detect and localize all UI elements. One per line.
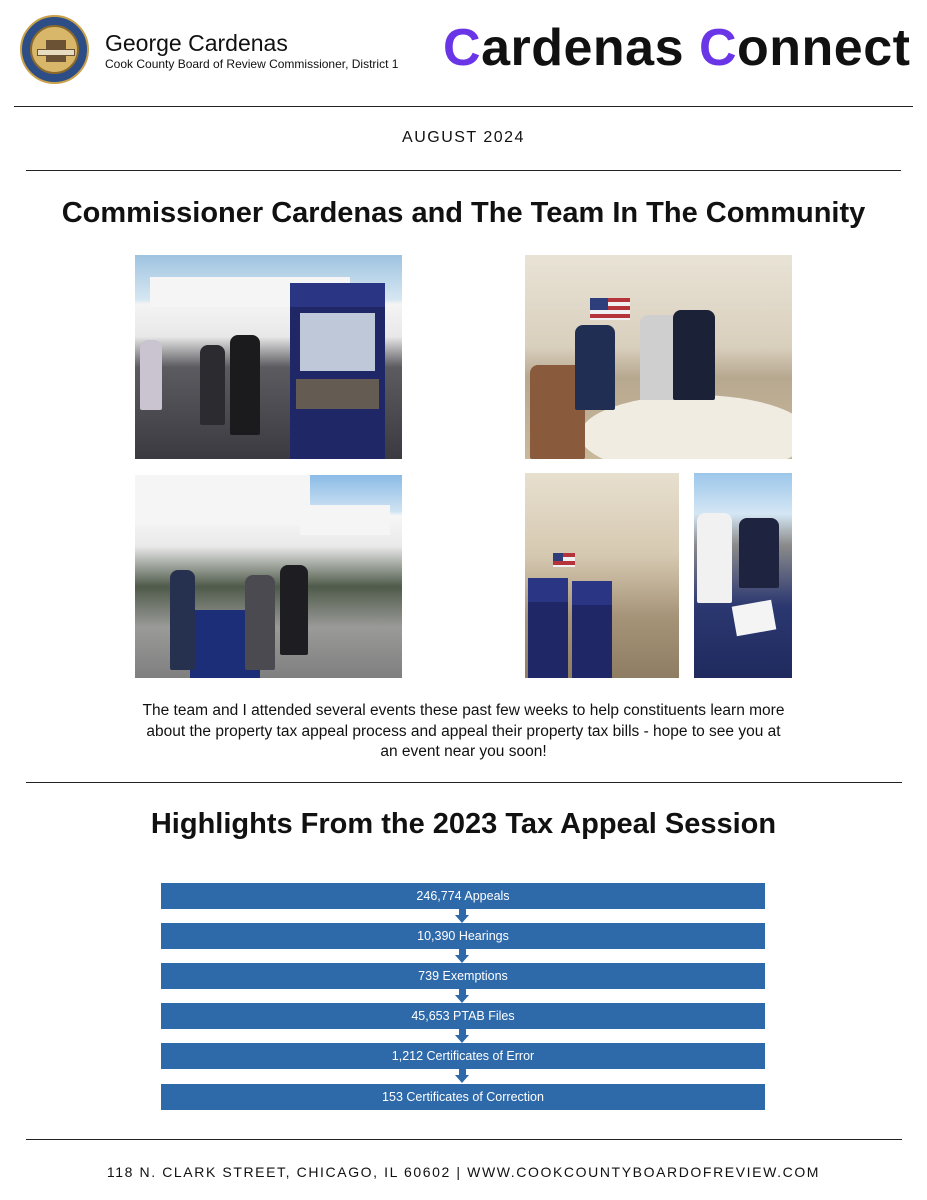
flow-arrow-down-icon bbox=[455, 909, 470, 923]
flow-arrow-down-icon bbox=[455, 1069, 470, 1083]
photo-outdoor-table-event bbox=[135, 475, 402, 678]
date-divider bbox=[26, 170, 901, 171]
flow-arrow-down-icon bbox=[455, 989, 470, 1003]
flow-arrow-down-icon bbox=[455, 1029, 470, 1043]
flow-step-certificates-of-error: 1,212 Certificates of Error bbox=[161, 1043, 765, 1069]
flow-step-hearings: 10,390 Hearings bbox=[161, 923, 765, 949]
brand-part-2: onnect bbox=[737, 19, 911, 77]
photo-hall-banners bbox=[525, 473, 679, 678]
photo-outdoor-tent-event bbox=[135, 255, 402, 459]
issue-date: AUGUST 2024 bbox=[402, 129, 525, 146]
newsletter-title bbox=[443, 18, 910, 78]
brand-part-1: ardenas bbox=[481, 19, 699, 77]
flow-step-exemptions: 739 Exemptions bbox=[161, 963, 765, 989]
commissioner-role: Cook County Board of Review Commissioner, District 1 bbox=[105, 57, 399, 71]
commissioner-name: George Cardenas bbox=[105, 30, 288, 56]
flow-arrow-down-icon bbox=[455, 949, 470, 963]
community-caption: The team and I attended several events these past few weeks to help constituents learn more about the property tax appeal process and appeal their property tax bills - hope to see you at an event near you soon! bbox=[142, 702, 785, 760]
brand-initial-2: C bbox=[698, 19, 738, 77]
header-divider bbox=[14, 106, 913, 107]
flow-step-certificates-of-correction: 153 Certificates of Correction bbox=[161, 1084, 765, 1110]
community-section-title: Commissioner Cardenas and The Team In The Community bbox=[61, 197, 866, 229]
photo-table-assistance bbox=[694, 473, 792, 678]
brand-initial-1: C bbox=[443, 19, 482, 77]
footer-address: 118 N. CLARK STREET, CHICAGO, IL 60602 | WWW.COOKCOUNTYBOARDOFREVIEW.COM bbox=[106, 1164, 821, 1180]
section-divider bbox=[26, 782, 902, 783]
flow-step-ptab-files: 45,653 PTAB Files bbox=[161, 1003, 765, 1029]
cook-county-seal-icon bbox=[20, 15, 89, 84]
footer-divider bbox=[26, 1139, 902, 1140]
highlights-section-title: Highlights From the 2023 Tax Appeal Session bbox=[150, 808, 777, 840]
photo-indoor-meeting bbox=[525, 255, 792, 459]
flow-step-appeals: 246,774 Appeals bbox=[161, 883, 765, 909]
